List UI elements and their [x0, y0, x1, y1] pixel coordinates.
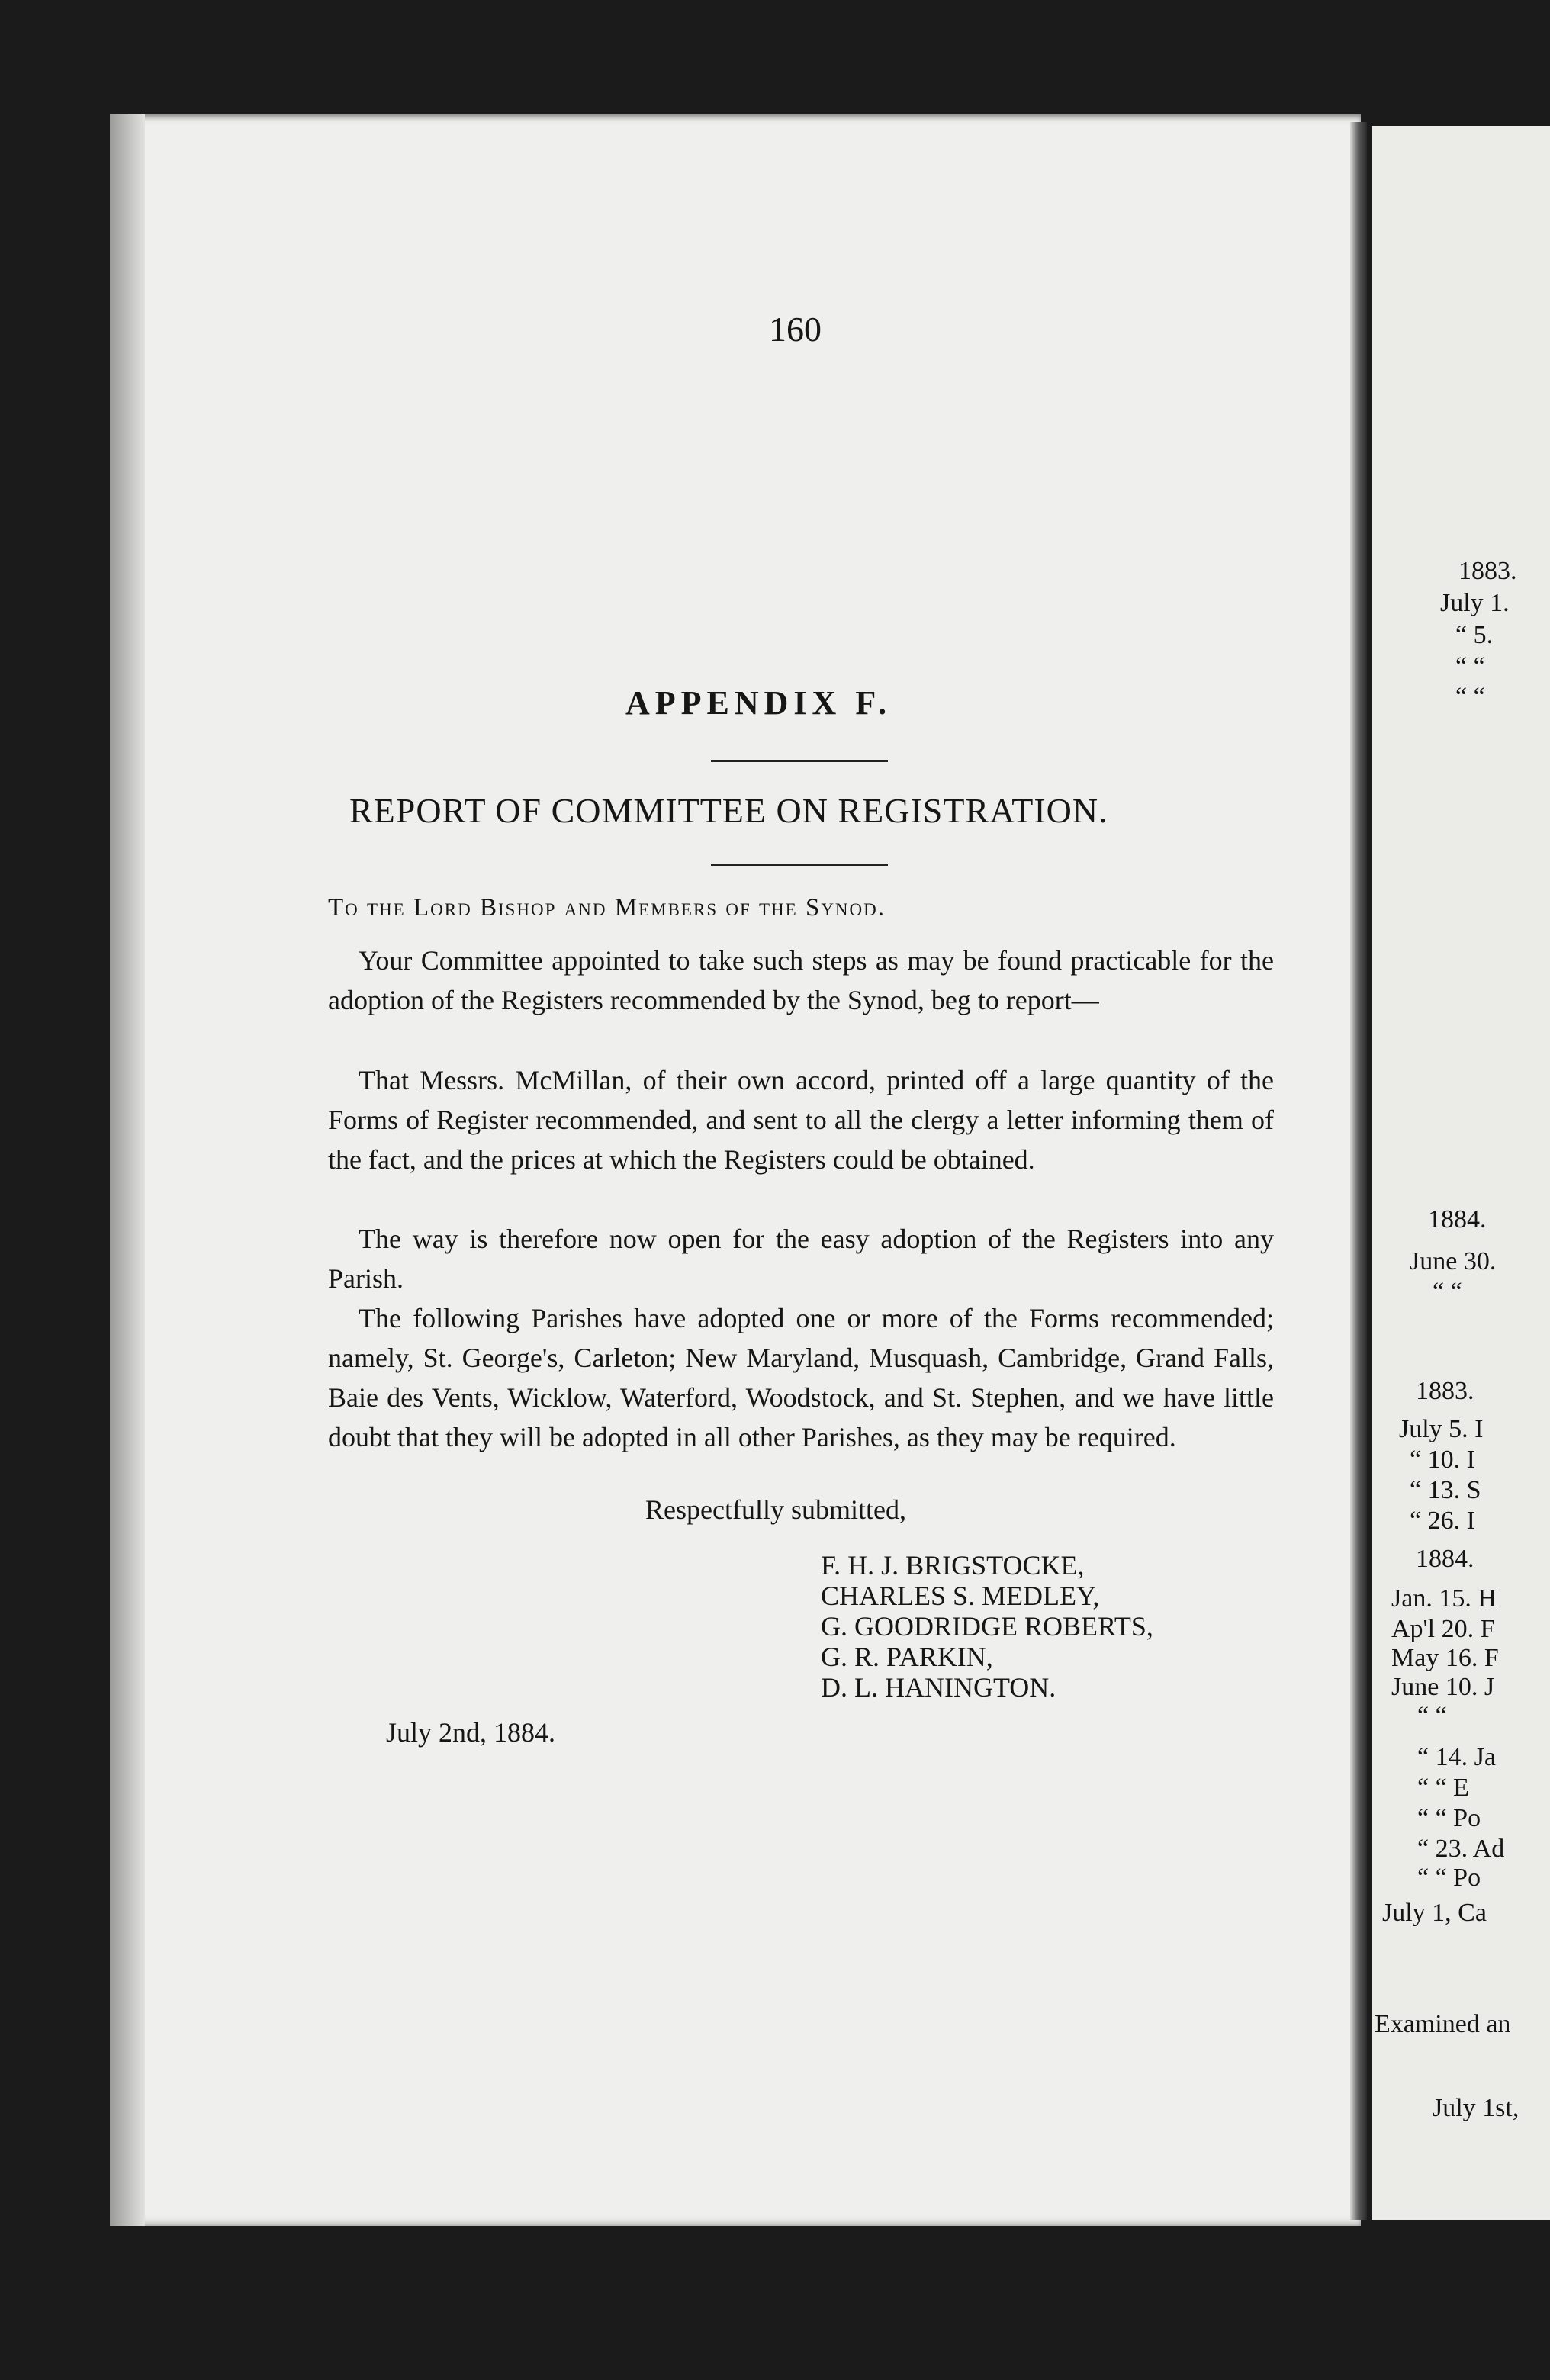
right-page-line: July 1, Ca	[1382, 1899, 1487, 1927]
signatory-name: G. GOODRIDGE ROBERTS,	[821, 1611, 1153, 1642]
right-page-line: “ “	[1433, 1278, 1462, 1306]
right-page-line: “ 23. Ad	[1417, 1835, 1505, 1863]
right-page-line: Ap'l 20. F	[1391, 1615, 1495, 1643]
right-page-line: May 16. F	[1391, 1644, 1499, 1672]
right-page-line: 1884.	[1416, 1545, 1474, 1573]
right-page-line: Examined an	[1375, 2010, 1511, 2038]
right-page-line: July 5. I	[1399, 1415, 1484, 1443]
body-paragraph: That Messrs. McMillan, of their own accord, printed off a large quantity of the Forms of Register recommended, and sent to all the clergy a letter informing them of the fact, and the prices at which the Registers could be obtained.	[328, 1065, 1274, 1175]
right-page-line: “ 5.	[1455, 621, 1494, 649]
right-page-line: “ 26. I	[1410, 1507, 1475, 1535]
body-paragraph: The following Parishes have adopted one or more of the Forms recommended; namely, St. George's, Carleton; New Maryland, Musquash, Cambridge, Grand Falls, Baie des Vents, Wicklow, Waterford, Woodstock, and St. Stephen, and we have little doubt that they will be adopted in all other Parishes, as they may be required.	[328, 1303, 1274, 1452]
right-page-line: “ “ E	[1417, 1774, 1469, 1802]
body-paragraph: The way is therefore now open for the easy adoption of the Registers into any Parish.	[328, 1224, 1274, 1294]
signatory-name: F. H. J. BRIGSTOCKE,	[821, 1550, 1085, 1581]
signatory-name: G. R. PARKIN,	[821, 1642, 993, 1672]
right-page-line: June 10. J	[1391, 1673, 1495, 1701]
right-page-line: July 1.	[1440, 589, 1510, 617]
right-page-line: “ “	[1417, 1702, 1447, 1730]
divider-rule	[711, 760, 888, 762]
book-gutter	[1350, 122, 1367, 2220]
right-page-line: 1884.	[1428, 1205, 1487, 1233]
right-page-line: 1883.	[1458, 557, 1517, 585]
divider-rule	[711, 864, 888, 866]
right-page	[1372, 126, 1550, 2220]
report-title: REPORT OF COMMITTEE ON REGISTRATION.	[349, 791, 1108, 830]
right-page-line: Jan. 15. H	[1391, 1584, 1497, 1613]
body-paragraph: Your Committee appointed to take such steps as may be found practicable for the adoption of the Registers recommended by the Synod, beg to report—	[328, 945, 1274, 1015]
report-date: July 2nd, 1884.	[386, 1717, 556, 1748]
right-page-line: “ 13. S	[1410, 1476, 1481, 1504]
page-number: 160	[769, 310, 822, 349]
signatory-name: D. L. HANINGTON.	[821, 1672, 1056, 1703]
right-page-line: “ 10. I	[1410, 1446, 1475, 1474]
address-line: To the Lord Bishop and Members of the Synod.	[328, 894, 886, 921]
right-page-line: July 1st,	[1433, 2094, 1519, 2122]
right-page-line: “ 14. Ja	[1417, 1743, 1496, 1771]
right-page-line: “ “ Po	[1417, 1804, 1481, 1832]
signatory-name: CHARLES S. MEDLEY,	[821, 1581, 1100, 1611]
right-page-line: “ “	[1455, 683, 1485, 711]
signatory-list	[821, 1550, 1153, 1703]
appendix-heading: APPENDIX F.	[625, 684, 892, 722]
right-page-line: June 30.	[1410, 1247, 1497, 1275]
closing-line: Respectfully submitted,	[645, 1494, 906, 1525]
right-page-line: “ “ Po	[1417, 1864, 1481, 1892]
right-page-line: “ “	[1455, 652, 1485, 680]
right-page-line: 1883.	[1416, 1377, 1474, 1405]
